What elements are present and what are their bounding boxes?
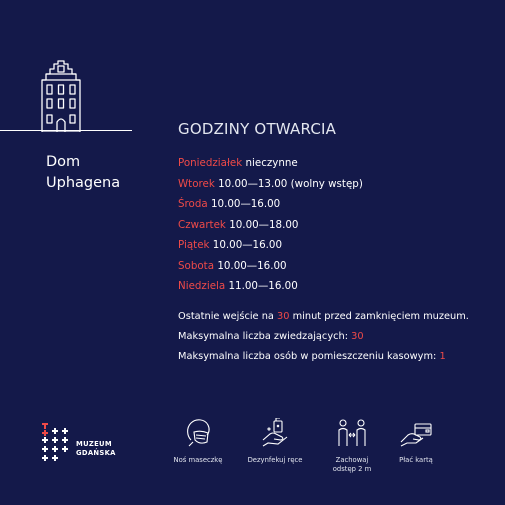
hours-row-sunday [178, 276, 363, 297]
note-text: Maksymalna liczba zwiedzających: [178, 331, 349, 342]
note-value: 30 [277, 311, 290, 322]
townhouse-icon [36, 60, 86, 136]
card-payment-icon [399, 418, 433, 450]
rule-label-line1: Zachowaj [335, 456, 369, 464]
hours-row-tuesday [178, 174, 363, 195]
time-value: 11.00—16.00 [228, 280, 298, 292]
note-text: minut przed zamknięciem muzeum. [292, 311, 469, 322]
place-name-line1: Dom [46, 154, 81, 170]
max-cashier-note [178, 347, 469, 367]
day-label: Wtorek [178, 177, 215, 190]
time-value: 10.00—16.00 [210, 198, 281, 210]
note-text: Ostatnie wejście na [178, 311, 274, 322]
divider-line [0, 130, 132, 131]
time-value: 10.00—16.00 [212, 239, 283, 251]
max-visitors-note [178, 327, 469, 347]
hand-sanitizer-icon [260, 418, 290, 450]
rule-label [163, 456, 233, 465]
day-label: Środa [178, 198, 208, 210]
logo-line2: GDAŃSKA [76, 448, 116, 457]
day-label: Niedziela [178, 280, 226, 292]
social-distance-icon [336, 418, 368, 450]
rule-label-line2: odstęp 2 m [332, 465, 372, 473]
rule-label [317, 456, 387, 474]
day-label: Piątek [178, 239, 210, 251]
muzeum-gdanska-logo [40, 423, 72, 467]
place-name [46, 152, 120, 194]
day-label: Czwartek [178, 218, 226, 231]
opening-hours-list [178, 153, 363, 297]
time-value: 10.00—18.00 [229, 218, 299, 231]
rule-label [379, 456, 453, 465]
place-name-line2: Uphagena [46, 175, 121, 191]
rule-card [379, 418, 453, 465]
logo-line1: MUZEUM [76, 440, 112, 448]
rule-distance [317, 418, 387, 474]
opening-hours-title: GODZINY OTWARCIA [178, 120, 337, 138]
rule-label-line1: Płać kartą [399, 456, 433, 464]
rule-label-line1: Noś maseczkę [173, 456, 223, 464]
rule-label [240, 456, 310, 465]
rule-label-line1: Dezynfekuj ręce [247, 456, 303, 464]
day-label: Sobota [178, 259, 215, 272]
visitor-notes [178, 307, 469, 367]
time-value: 10.00—16.00 [217, 259, 287, 272]
hours-row-saturday [178, 256, 363, 277]
note-value: 1 [439, 351, 446, 362]
day-label: Poniedziałek [178, 157, 243, 169]
hours-row-friday [178, 235, 363, 256]
time-value: nieczynne [245, 157, 298, 169]
hours-row-thursday [178, 215, 363, 236]
hours-row-wednesday [178, 194, 363, 215]
note-text: Maksymalna liczba osób w pomieszczeniu kasowym: [178, 351, 437, 362]
time-value: 10.00—13.00 (wolny wstęp) [218, 177, 363, 190]
logo-wordmark [76, 440, 116, 457]
last-entry-note [178, 307, 469, 327]
face-mask-icon [183, 418, 213, 450]
rule-mask [163, 418, 233, 465]
rule-sanitize [240, 418, 310, 465]
note-value: 30 [351, 331, 364, 342]
hours-row-monday [178, 153, 363, 174]
